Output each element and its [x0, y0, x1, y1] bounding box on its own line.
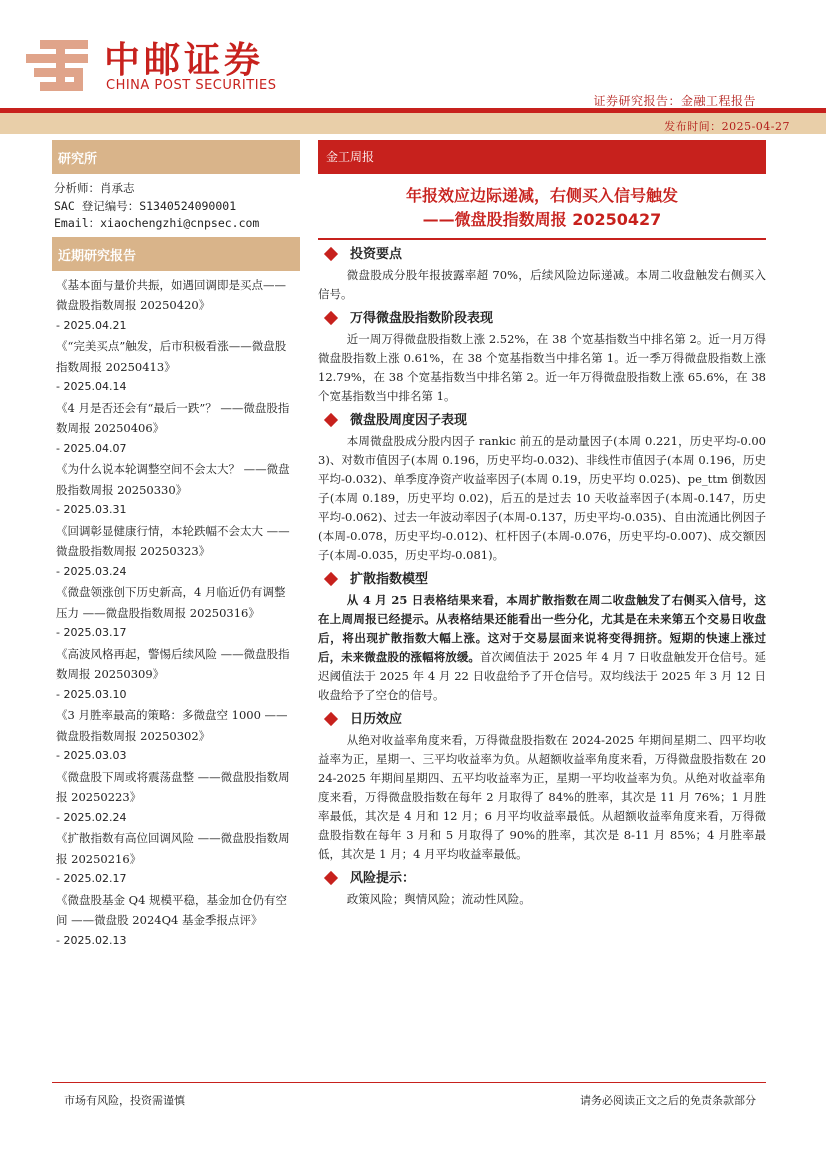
diamond-bullet-icon: [324, 413, 338, 427]
section-heading-text: 投资要点: [350, 247, 403, 262]
footer-risk-note: 市场有风险，投资需谨慎: [64, 1094, 185, 1107]
report-title: 《微盘领涨创下历史新高，4 月临近仍有调整压力 ——微盘股指数周报 20250316》: [56, 585, 286, 620]
paragraph: 从绝对收益率角度来看，万得微盘股指数在 2024-2025 年期间星期二、四平均收益率为正，星期一、三平均收益率为负。从超额收益率角度来看，万得微盘股指数在 2024-2025 年期间星期四、五平均收益率为正，星期一平均收益率为负。从绝对收益率角度来看，万得微盘股指数在每年 2 月取得了 84%的胜率，其次是 11 月 76%；1 月胜率最低，其次是 4 月和 12 月；6 月平均收益率最低。从超额收益率角度来看，万得微盘股指数在每年 3 月和 5 月取得了 90%的胜率，其次是 8-11 月 85%；4 月胜率最低，其次是 1 月；4 月平均收益率最低。: [318, 733, 766, 861]
report-title: 《为什么说本轮调整空间不会太大？ ——微盘股指数周报 20250330》: [56, 462, 290, 497]
section-heading: [318, 308, 766, 330]
diamond-bullet-icon: [324, 247, 338, 261]
report-title: 《扩散指数有高位回调风险 ——微盘股指数周报 20250216》: [56, 831, 290, 866]
main-content: [318, 140, 766, 909]
list-item[interactable]: [56, 275, 296, 337]
china-post-logo-icon: [26, 34, 96, 98]
section-heading: [318, 868, 766, 890]
report-title: 《4 月是否还会有“最后一跌”？ ——微盘股指数周报 20250406》: [56, 400, 290, 435]
analyst-info: [52, 174, 300, 233]
recent-reports-list: [52, 271, 300, 952]
section-investment-points: [318, 244, 766, 304]
page-title: [318, 184, 766, 232]
section-risk: [318, 868, 766, 909]
report-tag: 金工周报: [318, 140, 766, 174]
diamond-bullet-icon: [324, 712, 338, 726]
list-item[interactable]: [56, 582, 296, 644]
institute-heading: 研究所: [52, 140, 300, 174]
analyst-name: 分析师：肖承志: [54, 181, 135, 195]
section-heading: [318, 709, 766, 731]
logo-english: CHINA POST SECURITIES: [106, 78, 277, 93]
list-item[interactable]: [56, 459, 296, 521]
report-type: 证券研究报告：金融工程报告: [593, 94, 756, 108]
paragraph: 政策风险；舆情风险；流动性风险。: [346, 892, 531, 906]
paragraph: 本周微盘股成分股内因子 rankic 前五的是动量因子(本周 0.221，历史平均-0.003)、对数市值因子(本周 0.196，历史平均-0.032)、非线性市值因子(本周 0.196，历史平均-0.032)、单季度净资产收益率因子(本周 0.19，历史平均 0.025)、pe_ttm 倒数因子(本周 0.189，历史平均 0.02)，后五的是过去 10 天收益率因子(本周-0.147，历史平均-0.062)、过去一年波动率因子(本周-0.137，历史平均-0.035)、自由流通比例因子(本周-0.078，历史平均-0.012)、杠杆因子(本周-0.076，历史平均-0.007)、成交额因子(本周-0.035，历史平均-0.081)。: [318, 434, 766, 562]
report-date: - 2025.02.17: [56, 872, 127, 885]
paragraph: [318, 591, 766, 705]
title-line-1: 年报效应边际递减，右侧买入信号触发: [405, 186, 678, 205]
diamond-bullet-icon: [324, 572, 338, 586]
report-date: - 2025.03.03: [56, 749, 127, 762]
section-heading-text: 风险提示：: [350, 871, 416, 886]
report-date: - 2025.03.24: [56, 564, 127, 578]
section-index-performance: [318, 308, 766, 406]
sidebar: [52, 140, 300, 951]
publish-date: 发布时间：2025-04-27: [664, 120, 790, 133]
list-item[interactable]: [56, 828, 296, 890]
report-title: 《微盘股下周或将震荡盘整 ——微盘股指数周报 20250223》: [56, 769, 290, 804]
report-date: - 2025.04.07: [56, 441, 127, 455]
title-divider: [318, 238, 766, 240]
report-title: 《微盘股基金 Q4 规模平稳，基金加仓仍有空间 ——微盘股 2024Q4 基金季报点评》: [56, 892, 288, 927]
list-item[interactable]: [56, 644, 296, 706]
report-date: - 2025.03.10: [56, 687, 127, 701]
list-item[interactable]: [56, 521, 296, 583]
section-heading: [318, 410, 766, 432]
section-heading-text: 微盘股周度因子表现: [350, 413, 468, 428]
report-title: 《3 月胜率最高的策略：多微盘空 1000 ——微盘股指数周报 20250302》: [56, 708, 288, 743]
section-heading-text: 万得微盘股指数阶段表现: [350, 311, 494, 326]
report-title: 《基本面与量价共振，如遇回调即是买点——微盘股指数周报 20250420》: [56, 277, 286, 312]
footer-disclaimer-note: 请务必阅读正文之后的免责条款部分: [580, 1094, 756, 1107]
report-title: 《“完美买点”触发，后市积极看涨——微盘股指数周报 20250413》: [56, 339, 287, 374]
diamond-bullet-icon: [324, 311, 338, 325]
report-date: - 2025.02.13: [56, 933, 127, 947]
sac-number: SAC 登记编号：S1340524090001: [54, 198, 237, 213]
list-item[interactable]: [56, 336, 296, 398]
section-heading-text: 扩散指数模型: [350, 572, 429, 587]
emphasis-text: 从 4 月 25 日表格结果来看，本周扩散指数在周二收盘触发了右侧买入信号，这在上周周报已经提示。从表格结果还能看出一些分化，尤其是在未来第五个交易日收盘后，将出现扩散指数大幅上涨。这对于交易层面来说将变得拥挤。短期的快速上涨过后，未来微盘股的涨幅将放缓。: [318, 593, 766, 664]
section-calendar-effect: [318, 709, 766, 864]
section-heading-text: 日历效应: [350, 712, 403, 727]
section-diffusion-model: [318, 569, 766, 705]
recent-reports-heading: 近期研究报告: [52, 237, 300, 271]
footer-divider: [52, 1082, 766, 1083]
report-date: - 2025.03.17: [56, 626, 127, 639]
logo-chinese: 中邮证券: [104, 40, 265, 81]
report-date: - 2025.04.14: [56, 380, 127, 393]
paragraph: 近一周万得微盘股指数上涨 2.52%，在 38 个宽基指数当中排名第 2。近一月万得微盘股指数上涨 0.61%，在 38 个宽基指数当中排名第 1。近一季万得微盘股指数上涨 12.79%，在 38 个宽基指数当中排名第 2。近一年万得微盘股指数上涨 65.6%，在 38 个宽基指数当中排名第 1。: [318, 332, 766, 403]
section-heading: [318, 244, 766, 266]
body-text: 首次阈值法于 2025 年 4 月 7 日收盘触发开仓信号。延迟阈值法于 2025 年 4 月 22 日收盘给予了开仓信号。双均线法于 2025 年 3 月 12 日收盘给予了空仓的信号。: [318, 650, 766, 702]
diamond-bullet-icon: [324, 871, 338, 885]
title-line-2: ——微盘股指数周报 20250427: [422, 210, 662, 229]
paragraph: 微盘股成分股年报披露率超 70%，后续风险边际递减。本周二收盘触发右侧买入信号。: [318, 268, 766, 301]
section-factor-performance: [318, 410, 766, 565]
report-title: 《高波风格再起，警惕后续风险 ——微盘股指数周报 20250309》: [56, 646, 290, 681]
report-date: - 2025.02.24: [56, 810, 127, 824]
report-date: - 2025.03.31: [56, 503, 127, 516]
list-item[interactable]: [56, 767, 296, 829]
report-title: 《回调彰显健康行情，本轮跌幅不会太大 ——微盘股指数周报 20250323》: [56, 523, 290, 558]
list-item[interactable]: [56, 398, 296, 460]
logo: [26, 34, 326, 104]
list-item[interactable]: [56, 705, 296, 767]
section-heading: [318, 569, 766, 591]
analyst-email[interactable]: Email：xiaochengzhi@cnpsec.com: [54, 216, 260, 230]
report-date: - 2025.04.21: [56, 318, 127, 332]
list-item[interactable]: [56, 890, 296, 952]
